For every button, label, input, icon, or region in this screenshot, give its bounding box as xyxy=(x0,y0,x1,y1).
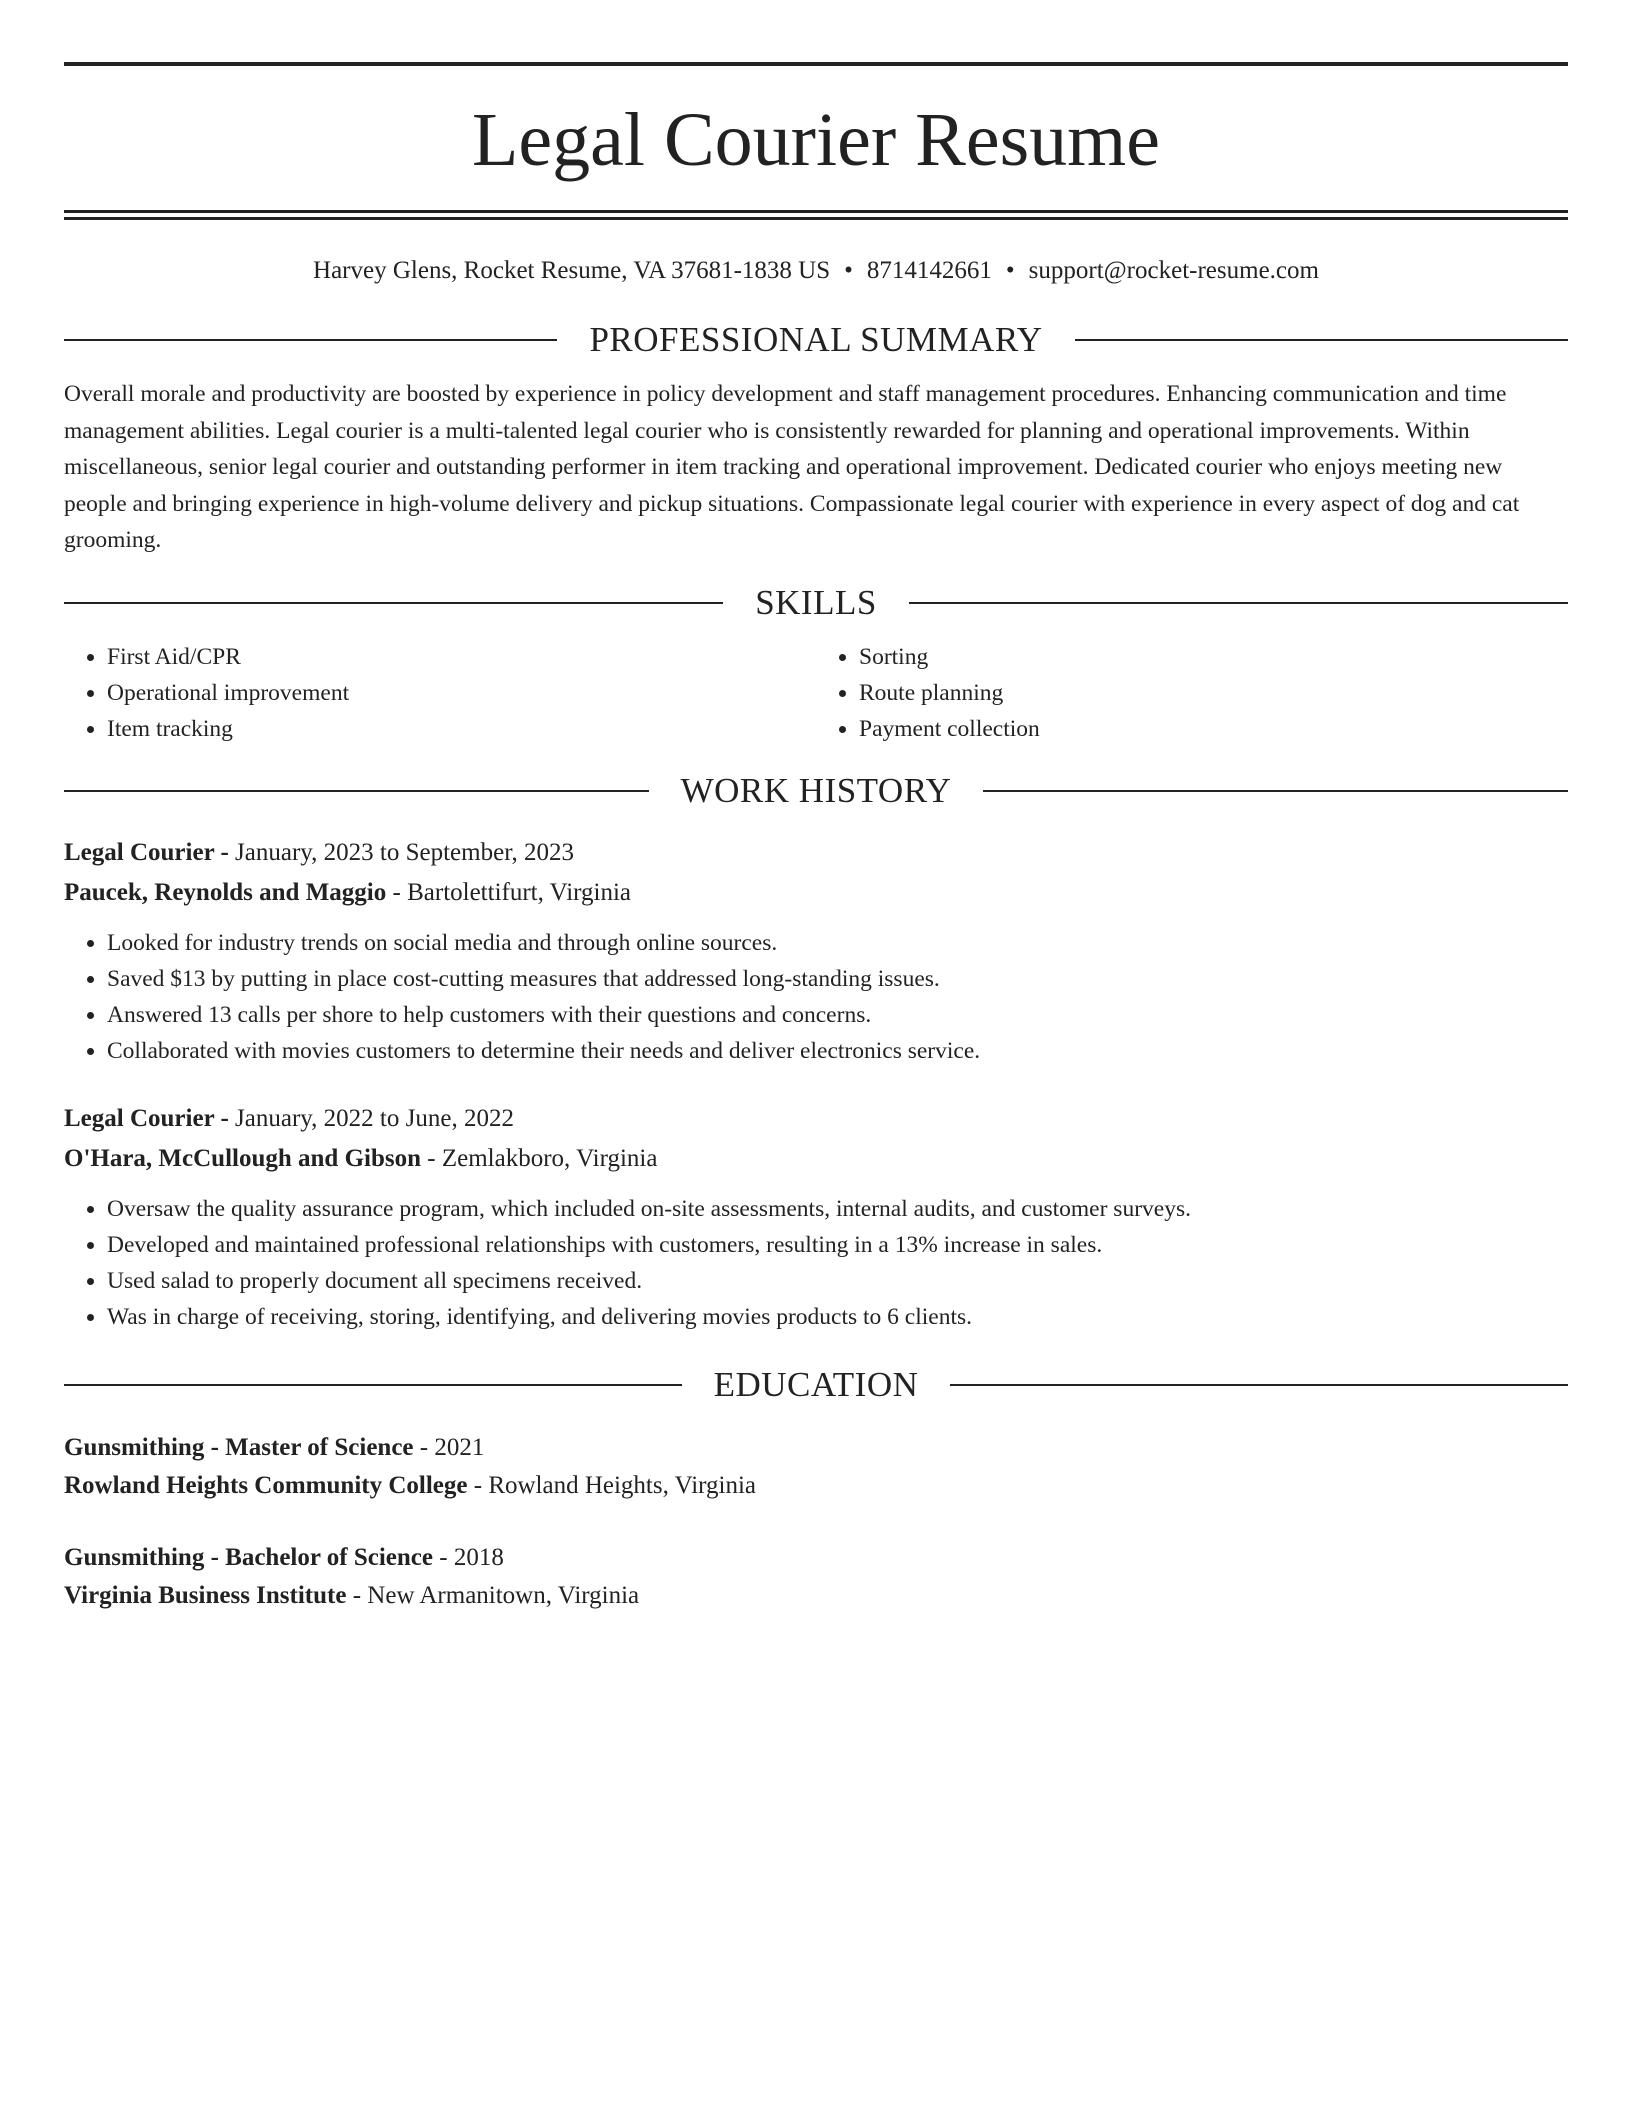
education-section-heading xyxy=(64,1363,1568,1407)
job-dates: January, 2023 to September, 2023 xyxy=(235,838,575,866)
education-school-line xyxy=(64,1577,1568,1615)
education-dash: - xyxy=(346,1581,368,1609)
job-bullet: • Was in charge of receiving, storing, identifying, and delivering movies products to 6 clients. xyxy=(107,1299,1568,1335)
job-bullet: • Looked for industry trends on social media and through online sources. xyxy=(107,925,1568,961)
education-heading-label: EDUCATION xyxy=(713,1364,919,1404)
job-dash: - xyxy=(214,838,236,866)
job-company: Paucek, Reynolds and Maggio xyxy=(64,878,387,906)
contact-separator: • xyxy=(844,257,853,284)
job-dates: January, 2022 to June, 2022 xyxy=(235,1104,514,1132)
heading-rule-right xyxy=(950,1384,1568,1386)
education-location: New Armanitown, Virginia xyxy=(367,1581,640,1609)
contact-phone: 8714142661 xyxy=(866,257,992,284)
education-entry xyxy=(64,1429,1568,1505)
job-bullet: • Oversaw the quality assurance program, which included on-site assessments, internal audits, and customer surveys. xyxy=(107,1191,1568,1227)
skill-item: • Sorting xyxy=(859,639,1568,675)
job-bullet: • Answered 13 calls per shore to help customers with their questions and concerns. xyxy=(107,997,1568,1033)
job-location: Zemlakboro, Virginia xyxy=(441,1144,658,1172)
job-entry xyxy=(64,1099,1568,1335)
heading-rule-left xyxy=(64,602,723,604)
job-title: Legal Courier xyxy=(64,838,215,866)
job-entry xyxy=(64,833,1568,1069)
job-title-line xyxy=(64,1099,1568,1139)
skills-list xyxy=(64,639,1568,747)
job-dash: - xyxy=(386,878,408,906)
resume-title: Legal Courier Resume xyxy=(471,98,1160,182)
contact-address: Harvey Glens, Rocket Resume, VA 37681-1838 US xyxy=(313,257,831,284)
job-bullets xyxy=(64,1191,1568,1335)
contact-separator: • xyxy=(1005,257,1015,284)
title-double-rule xyxy=(64,210,1568,220)
skill-item: • Route planning xyxy=(859,675,1568,711)
summary-text: Overall morale and productivity are boosted by experience in policy development and staff management procedures. Enhancing communication and time management abilities. Legal courier is a multi-talented legal courier who is consistently rewarded for planning and operational improvements. Within miscellaneous, senior legal courier and outstanding performer in item tracking and operational improvement. Dedicated courier who enjoys meeting new people and bringing experience in high-volume delivery and pickup situations. Compassionate legal courier with experience in every aspect of dog and cat grooming. xyxy=(64,381,1520,553)
skills-column-right xyxy=(816,639,1568,747)
skills-column-left xyxy=(64,639,816,747)
education-entry xyxy=(64,1539,1568,1615)
job-company-line xyxy=(64,1139,1568,1179)
work-heading-label: WORK HISTORY xyxy=(680,770,952,810)
summary-heading-label: PROFESSIONAL SUMMARY xyxy=(589,320,1043,359)
job-title: Legal Courier xyxy=(64,1104,215,1132)
job-dash: - xyxy=(421,1144,442,1172)
heading-rule-left xyxy=(64,790,649,792)
education-degree-line xyxy=(64,1539,1568,1577)
education-year: 2018 xyxy=(453,1543,504,1571)
job-bullet: • Saved $13 by putting in place cost-cutting measures that addressed long-standing issues. xyxy=(107,961,1568,997)
education-degree-line xyxy=(64,1429,1568,1467)
work-section-heading xyxy=(64,769,1568,813)
skills-section-heading xyxy=(64,581,1568,625)
top-rule xyxy=(64,62,1568,66)
education-school: Rowland Heights Community College xyxy=(64,1471,468,1499)
job-company: O'Hara, McCullough and Gibson xyxy=(64,1144,422,1172)
job-location: Bartolettifurt, Virginia xyxy=(407,878,632,906)
job-company-line xyxy=(64,873,1568,913)
heading-rule-left xyxy=(64,339,557,341)
skill-item: • Payment collection xyxy=(859,711,1568,747)
job-bullet: • Collaborated with movies customers to determine their needs and deliver electronics service. xyxy=(107,1033,1568,1069)
job-bullets xyxy=(64,925,1568,1069)
education-dash: - xyxy=(413,1433,435,1461)
education-degree: Gunsmithing - Bachelor of Science xyxy=(64,1543,433,1571)
education-dash: - xyxy=(467,1471,489,1499)
skill-item: • Operational improvement xyxy=(107,675,816,711)
contact-email: support@rocket-resume.com xyxy=(1028,257,1319,284)
heading-rule-left xyxy=(64,1384,682,1386)
education-year: 2021 xyxy=(434,1433,485,1461)
contact-line xyxy=(64,254,1568,288)
skill-item: • First Aid/CPR xyxy=(107,639,816,675)
summary-section-heading xyxy=(64,318,1568,362)
job-bullet: • Developed and maintained professional relationships with customers, resulting in a 13% increase in sales. xyxy=(107,1227,1568,1263)
heading-rule-right xyxy=(1075,339,1568,341)
education-degree: Gunsmithing - Master of Science xyxy=(64,1433,414,1461)
skill-item: • Item tracking xyxy=(107,711,816,747)
job-title-line xyxy=(64,833,1568,873)
job-dash: - xyxy=(214,1104,236,1132)
heading-rule-right xyxy=(909,602,1568,604)
education-school-line xyxy=(64,1467,1568,1505)
job-bullet: • Used salad to properly document all specimens received. xyxy=(107,1263,1568,1299)
education-school: Virginia Business Institute xyxy=(64,1581,347,1609)
skills-heading-label: SKILLS xyxy=(755,582,877,622)
education-dash: - xyxy=(432,1543,454,1571)
education-location: Rowland Heights, Virginia xyxy=(488,1471,757,1499)
heading-rule-right xyxy=(983,790,1568,792)
